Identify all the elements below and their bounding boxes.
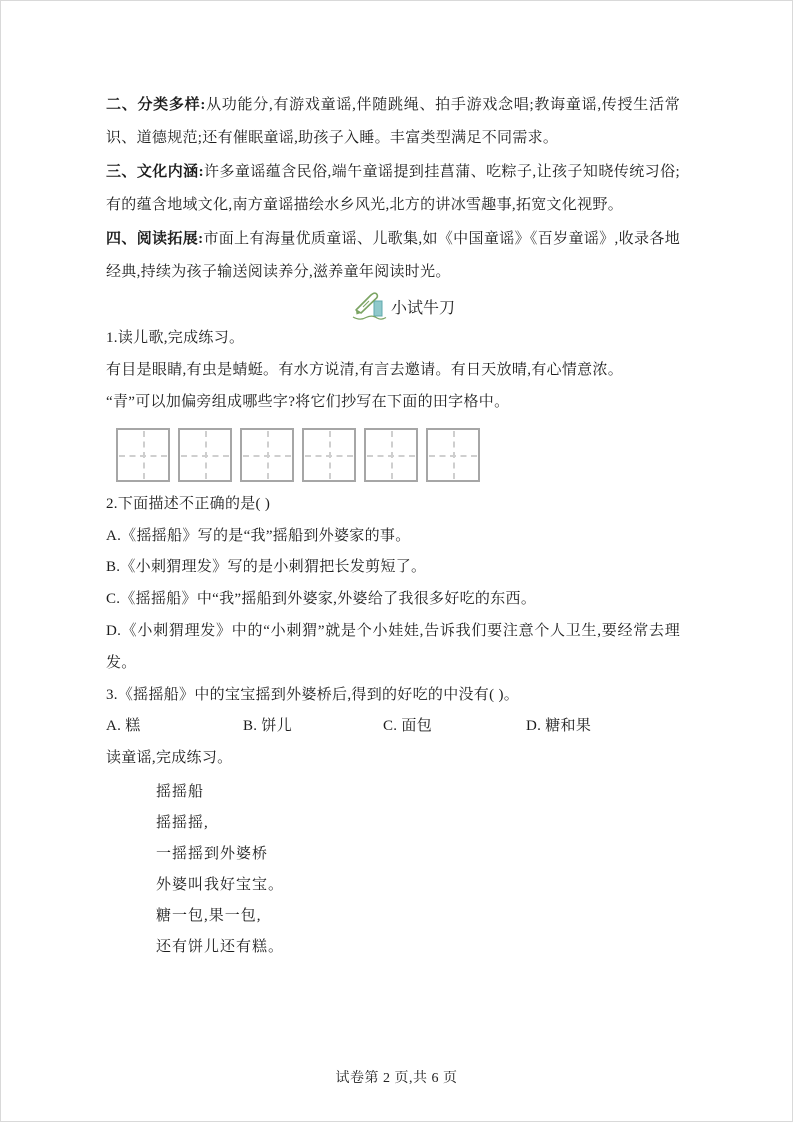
- q1-rhyme-line: 有目是眼睛,有虫是蜻蜓。有水方说清,有言去邀请。有日天放晴,有心情意浓。: [106, 362, 624, 379]
- intro-point-label: 二、分类多样:: [106, 97, 206, 113]
- tianzige-box: [178, 428, 232, 482]
- tianzige-box: [302, 428, 356, 482]
- rhyme-line: 还有饼儿还有糕。: [156, 939, 285, 955]
- section-marker-label: 小试牛刀: [390, 299, 455, 317]
- writing-grid: [116, 428, 680, 482]
- intro-point-text: 从功能分,有游戏童谣,伴随跳绳、拍手游戏念唱;教诲童谣,传授生活常识、道德规范;还有催眠童谣,助孩子入睡。丰富类型满足不同需求。: [106, 97, 680, 147]
- intro-point: [106, 223, 680, 290]
- pen-writing-icon: [351, 290, 389, 322]
- rhyme-title: 摇摇船: [156, 784, 205, 800]
- q1-prompt: “青”可以加偏旁组成哪些字?将它们抄写在下面的田字格中。: [106, 394, 510, 411]
- rhyme-line: 糖一包,果一包,: [156, 908, 262, 924]
- rhyme-line: 外婆叫我好宝宝。: [156, 877, 285, 893]
- q3-option-a: A. 糕: [106, 718, 141, 735]
- reading-instruction: 读童谣,完成练习。: [106, 750, 233, 767]
- q3-option-d: D. 糖和果: [526, 718, 592, 735]
- tianzige-box: [240, 428, 294, 482]
- intro-point: [106, 89, 680, 156]
- intro-point-label: 三、文化内涵:: [106, 163, 204, 180]
- rhyme-block: [156, 777, 680, 963]
- rhyme-line: 摇摇摇,: [156, 815, 209, 831]
- intro-point-text: 许多童谣蕴含民俗,端午童谣提到挂菖蒲、吃粽子,让孩子知晓传统习俗;有的蕴含地域文化,南方童谣描绘水乡风光,北方的讲冰雪趣事,拓宽文化视野。: [106, 163, 680, 214]
- intro-point: [106, 156, 680, 223]
- q3-options-row: [106, 711, 680, 743]
- intro-point-text: 市面上有海量优质童谣、儿歌集,如《中国童谣》《百岁童谣》,收录各地经典,持续为孩子输送阅读养分,滋养童年阅读时光。: [106, 230, 680, 281]
- q2-option-a: A.《摇摇船》写的是“我”摇船到外婆家的事。: [106, 527, 411, 544]
- q1-stem: 1.读儿歌,完成练习。: [106, 330, 245, 347]
- section-marker: [116, 289, 690, 323]
- q3-option-b: B. 饼儿: [243, 718, 293, 735]
- q2-stem: 2.下面描述不正确的是( ): [106, 495, 271, 512]
- rhyme-line: 一摇摇到外婆桥: [156, 846, 269, 862]
- page-number-footer: 试卷第 2 页,共 6 页: [335, 1071, 458, 1086]
- q2-option-d: D.《小刺猬理发》中的“小刺猬”就是个小娃娃,告诉我们要注意个人卫生,要经常去理发。: [106, 623, 680, 671]
- tianzige-box: [116, 428, 170, 482]
- tianzige-box: [364, 428, 418, 482]
- tianzige-box: [426, 428, 480, 482]
- intro-point-label: 四、阅读拓展:: [106, 230, 204, 247]
- q2-option-b: B.《小刺猬理发》写的是小刺猬把长发剪短了。: [106, 559, 427, 576]
- q3-stem: 3.《摇摇船》中的宝宝摇到外婆桥后,得到的好吃的中没有( )。: [106, 686, 520, 703]
- q2-option-c: C.《摇摇船》中“我”摇船到外婆家,外婆给了我很多好吃的东西。: [106, 591, 537, 608]
- q3-option-c: C. 面包: [383, 718, 433, 735]
- page-content: [1, 1, 792, 963]
